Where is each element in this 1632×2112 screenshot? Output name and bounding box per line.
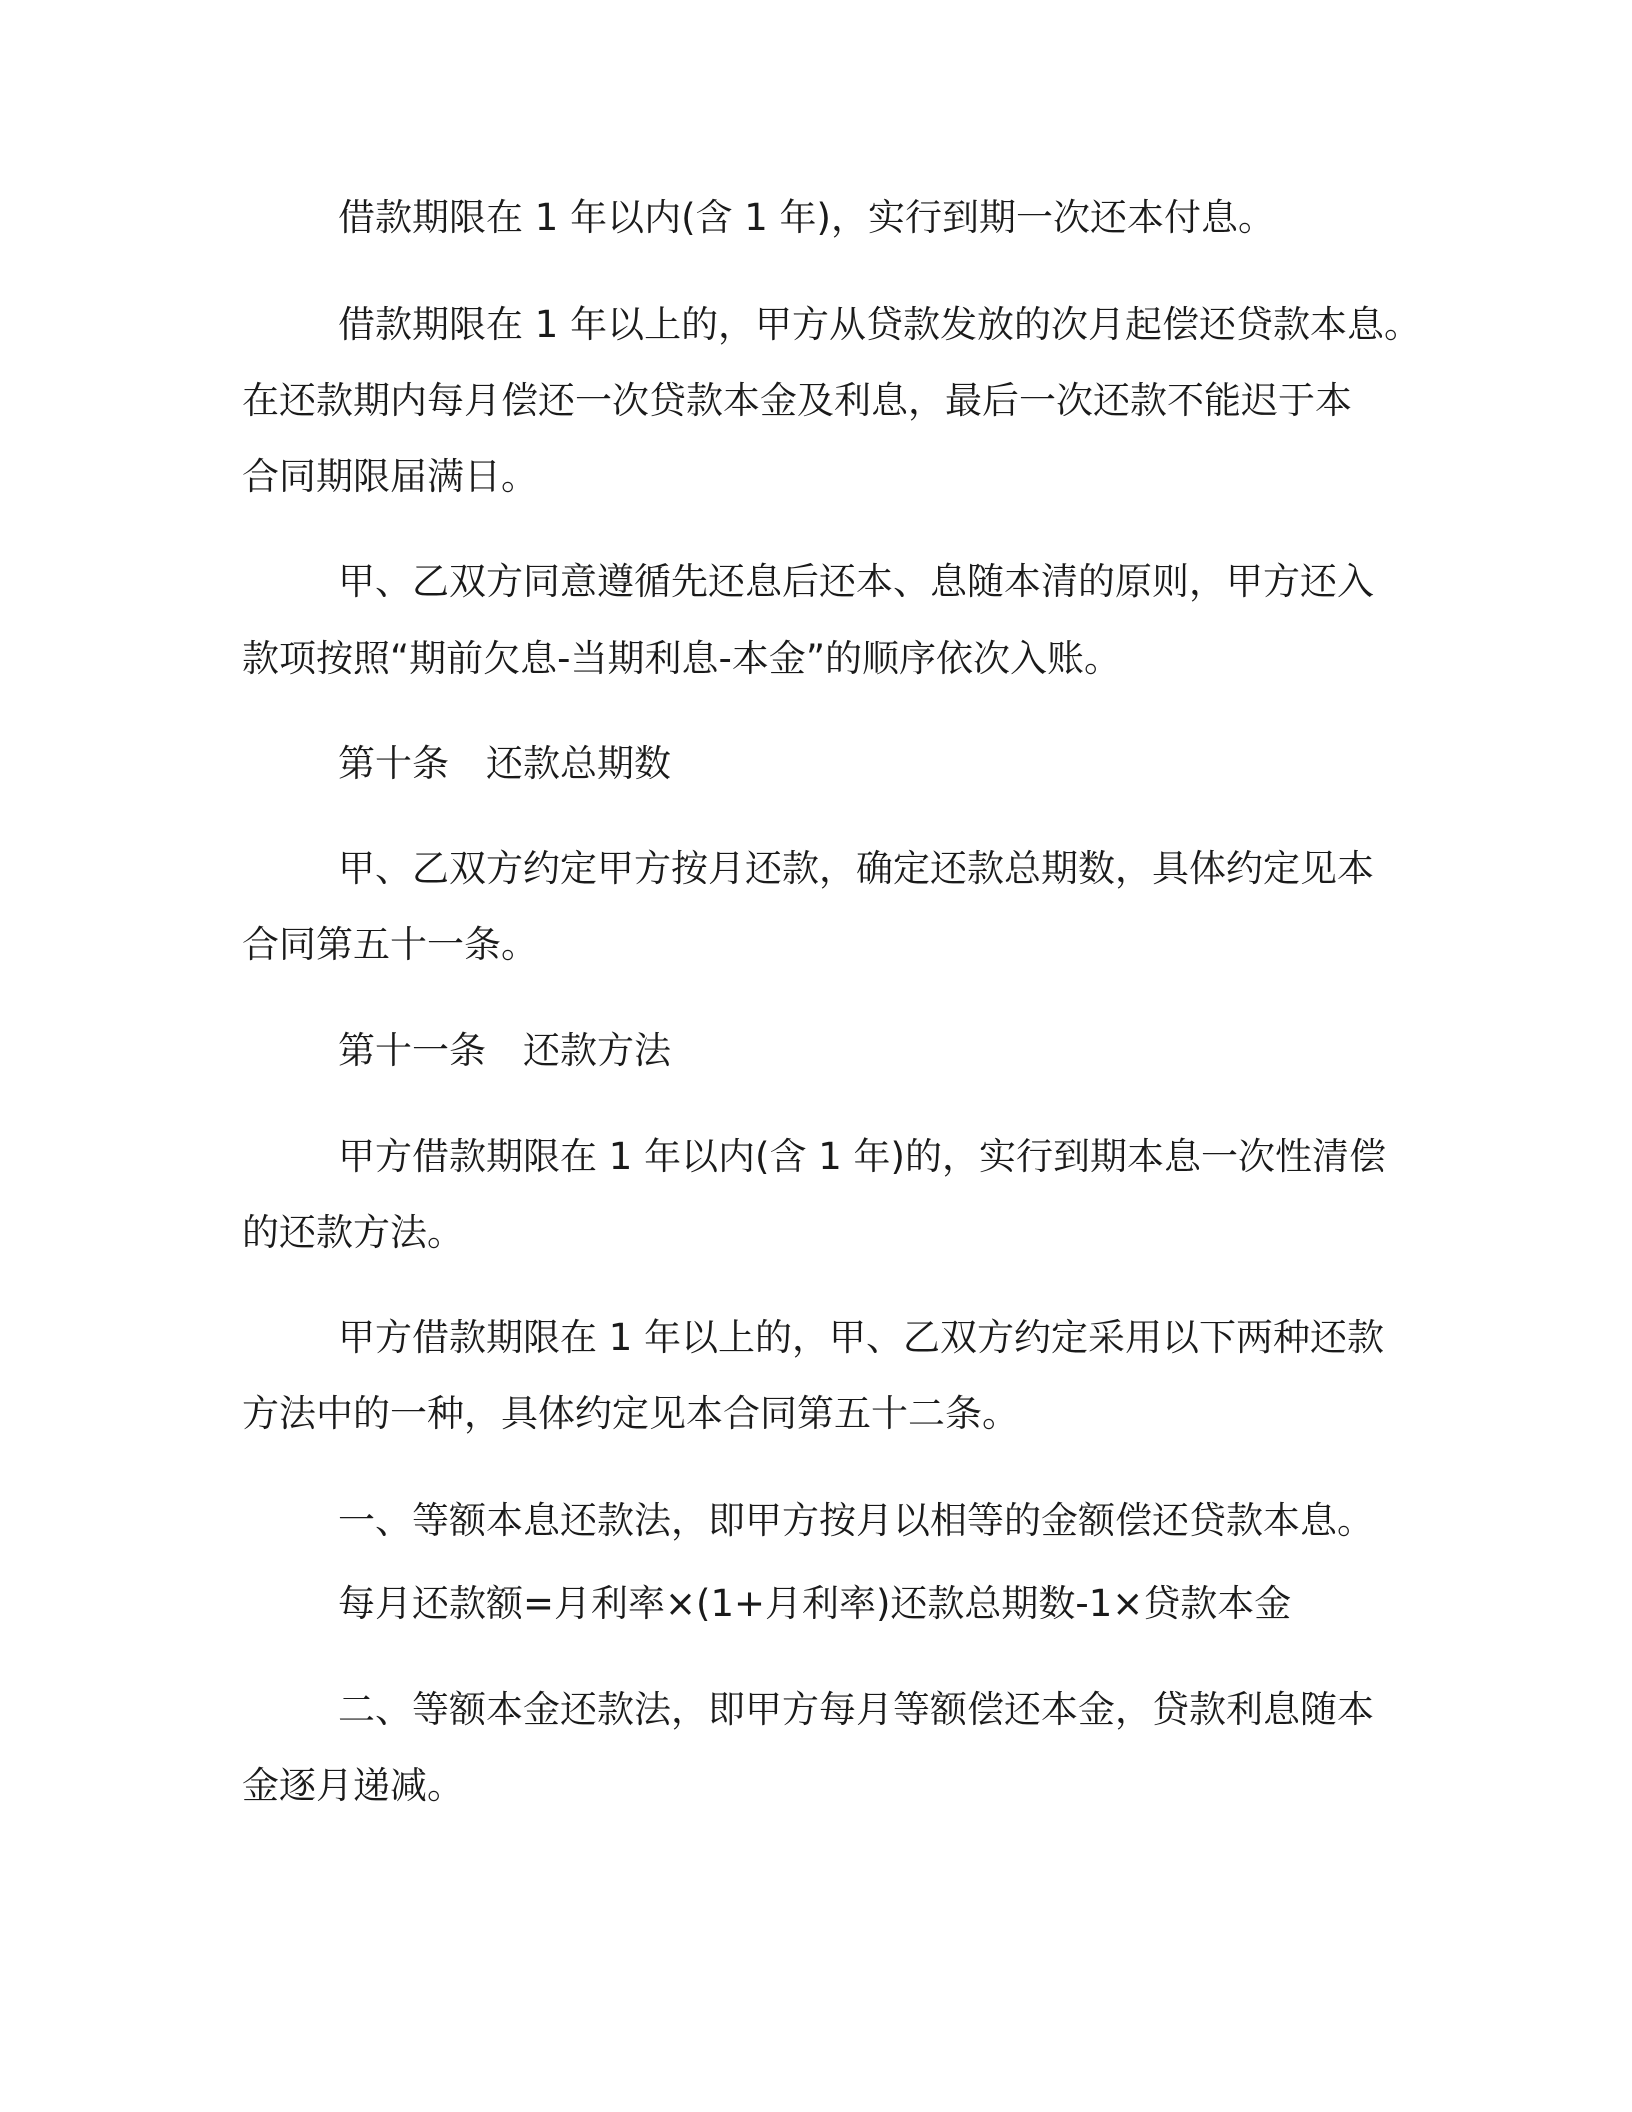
paragraph-line: 方法中的一种，具体约定见本合同第五十二条。 — [242, 1392, 1019, 1435]
section-heading: 第十条 还款总期数 — [338, 742, 671, 785]
paragraph-line: 在还款期内每月偿还一次贷款本金及利息，最后一次还款不能迟于本 — [242, 379, 1352, 422]
section-heading: 第十一条 还款方法 — [338, 1029, 671, 1072]
paragraph-line: 甲方借款期限在 1 年以上的，甲、乙双方约定采用以下两种还款 — [338, 1316, 1385, 1359]
paragraph-line: 甲、乙双方同意遵循先还息后还本、息随本清的原则，甲方还入 — [338, 560, 1374, 603]
paragraph-line: 一、等额本息还款法，即甲方按月以相等的金额偿还贷款本息。 — [338, 1499, 1374, 1542]
formula-line: 每月还款额=月利率×(1+月利率)还款总期数-1×贷款本金 — [338, 1582, 1292, 1625]
paragraph-line: 款项按照“期前欠息-当期利息-本金”的顺序依次入账。 — [242, 637, 1122, 680]
paragraph-line: 合同期限届满日。 — [242, 455, 538, 498]
paragraph-line: 借款期限在 1 年以内(含 1 年)，实行到期一次还本付息。 — [338, 196, 1275, 239]
paragraph-line: 合同第五十一条。 — [242, 923, 538, 966]
paragraph-line: 的还款方法。 — [242, 1211, 464, 1254]
paragraph-line: 二、等额本金还款法，即甲方每月等额偿还本金，贷款利息随本 — [338, 1688, 1374, 1731]
paragraph-line: 甲方借款期限在 1 年以内(含 1 年)的，实行到期本息一次性清偿 — [338, 1135, 1386, 1178]
paragraph-line: 金逐月递减。 — [242, 1764, 464, 1807]
paragraph-line: 甲、乙双方约定甲方按月还款，确定还款总期数，具体约定见本 — [338, 847, 1374, 890]
paragraph-line: 借款期限在 1 年以上的，甲方从贷款发放的次月起偿还贷款本息。 — [338, 303, 1422, 346]
